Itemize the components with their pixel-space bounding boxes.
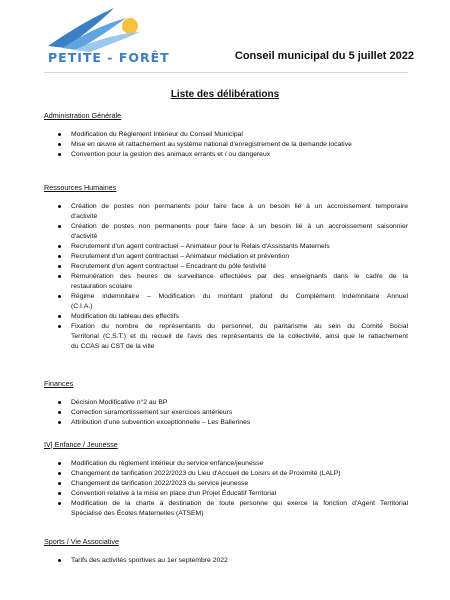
- bullet-icon: [58, 275, 61, 278]
- item-text: Attribution d'une subvention exceptionnelle – Les Ballerines: [71, 419, 251, 426]
- item-text: Territorial (C.S.T.) et du recueil de l'avis des représentants de la collectivité, ainsi que le rattachement: [71, 333, 408, 340]
- item-text: Création de postes non permanents pour faire face à un besoin lié à un accroissement temporaire: [71, 203, 408, 210]
- bullet-icon: [58, 245, 61, 248]
- bullet-icon: [58, 205, 61, 208]
- item-text: Convention relative à la mise en place d'un Projet Éducatif Territorial: [71, 490, 277, 497]
- item-text: Création de postes non permanents pour faire face à un besoin lié à un accroissement saisonnier: [71, 223, 408, 230]
- item-text: Recrutement d'un agent contractuel – Animateur pour le Relais d'Assistants Maternels: [71, 243, 330, 250]
- item-text: Convention pour la gestion des animaux errants et / ou dangereux: [71, 151, 271, 158]
- item-text: Correction suramortissement sur exercices antérieurs: [71, 409, 233, 416]
- item-text: Décision Modificative n°2 au BP: [71, 399, 168, 406]
- item-text: restauration scolaire: [71, 283, 133, 290]
- item-text: Modification du Règlement Intérieur du Conseil Municipal: [71, 131, 243, 138]
- bullet-icon: [58, 225, 61, 228]
- bullet-icon: [58, 265, 61, 268]
- item-text: Changement de tarification 2022/2023 du Lieu d'Accueil de Loisirs et de Proximité (LALP): [71, 470, 341, 477]
- item-text: Recrutement d'un agent contractuel – Encadrant du pôle festivité: [71, 263, 267, 270]
- item-text: Recrutement d'un agent contractuel – Animateur médiation et prévention: [71, 253, 290, 260]
- item-text: Spécialisé des Écoles Maternelles (ATSEM): [71, 510, 204, 517]
- item-text: du CCAS au CST de la ville: [71, 343, 155, 350]
- item-text: Mise en œuvre et rattachement au système national d'enregistrement de la demande locative: [71, 141, 352, 148]
- section-heading: Sports / Vie Associative: [44, 537, 119, 546]
- item-text: Changement de tarification 2022/2023 du service jeunesse: [71, 480, 249, 487]
- meeting-title: Conseil municipal du 5 juillet 2022: [234, 50, 414, 62]
- bullet-icon: [58, 325, 61, 328]
- bullet-icon: [58, 401, 61, 404]
- bullet-icon: [58, 421, 61, 424]
- bullet-icon: [58, 472, 61, 475]
- item-text: (C.I.A.): [71, 303, 93, 310]
- item-text: Modification du règlement intérieur du service enfance/jeunesse: [71, 460, 264, 467]
- bullet-icon: [58, 295, 61, 298]
- item-text: d'activité: [71, 213, 98, 220]
- bullet-icon: [58, 482, 61, 485]
- bullet-icon: [58, 559, 61, 562]
- item-text: Tarifs des activités sportives au 1er septembre 2022: [71, 557, 228, 564]
- bullet-icon: [58, 153, 61, 156]
- bullet-icon: [58, 315, 61, 318]
- item-text: Modification de la charte à destination de toute personne qui exerce la fonction d'Agent Territorial: [71, 500, 408, 507]
- section-heading: IV| Enfance / Jeunesse: [44, 440, 118, 449]
- bullet-icon: [58, 462, 61, 465]
- section-heading: Finances: [44, 379, 74, 388]
- section-heading: Administration Générale: [44, 111, 122, 120]
- bullet-icon: [58, 411, 61, 414]
- bullet-icon: [58, 133, 61, 136]
- item-text: Modification du tableau des effectifs: [71, 313, 179, 320]
- bullet-icon: [58, 255, 61, 258]
- item-text: Fixation du nombre de représentants du personnel, du paritarisme au sein du Comité Social: [71, 323, 408, 330]
- bullet-icon: [58, 492, 61, 495]
- bullet-icon: [58, 502, 61, 505]
- section-heading: Ressources Humaines: [44, 183, 117, 192]
- item-text: Régime indemnitaire – Modification du montant plafond du Complément Indemnitaire Annuel: [71, 293, 408, 300]
- logo-text: PETITE - FORÊT: [48, 50, 170, 65]
- item-text: d'activité: [71, 233, 98, 240]
- bullet-icon: [58, 143, 61, 146]
- item-text: Rémunération des heures de surveillance effectuées par des enseignants dans le cadre de la: [71, 273, 408, 280]
- page-title: Liste des délibérations: [170, 89, 280, 100]
